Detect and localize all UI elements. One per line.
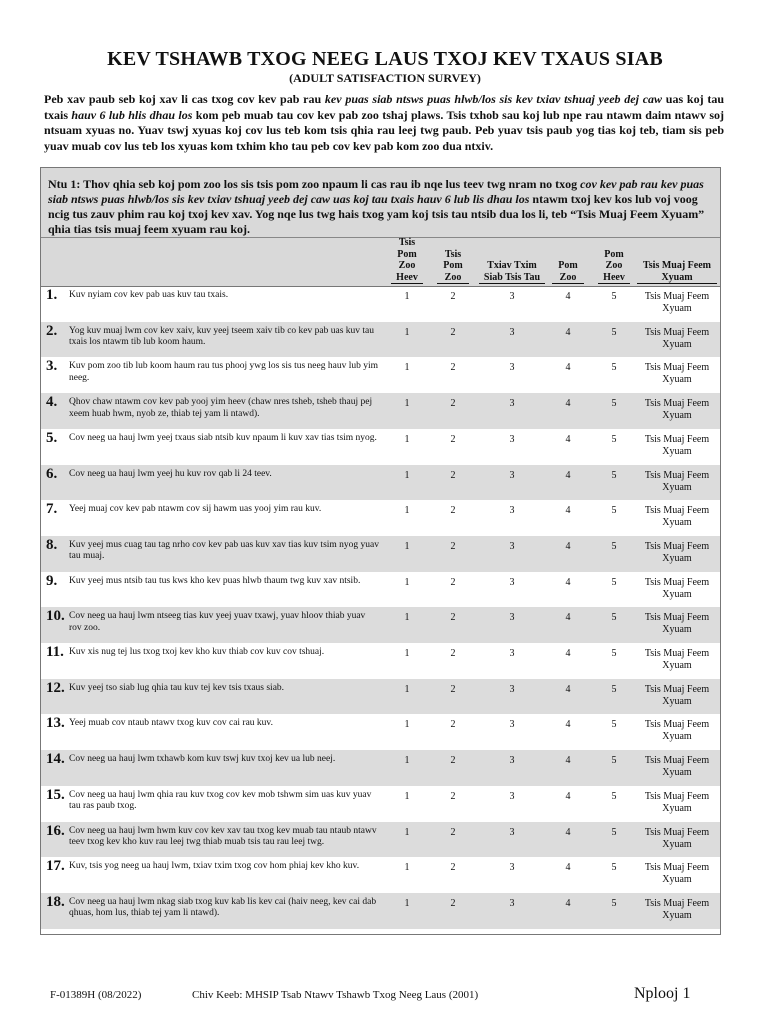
rating-option-3[interactable]: 3 <box>509 826 515 838</box>
rating-option-not-applicable[interactable]: Tsis Muaj Feem Xyuam <box>644 719 710 743</box>
rating-option-2[interactable]: 2 <box>450 398 456 410</box>
table-row <box>41 536 720 572</box>
rating-option-5[interactable]: 5 <box>611 469 617 481</box>
rating-option-4[interactable]: 4 <box>565 683 571 695</box>
rating-option-not-applicable[interactable]: Tsis Muaj Feem Xyuam <box>644 505 710 529</box>
rating-option-3[interactable]: 3 <box>509 862 515 874</box>
rating-option-not-applicable[interactable]: Tsis Muaj Feem Xyuam <box>644 540 710 564</box>
rating-option-3[interactable]: 3 <box>509 683 515 695</box>
rating-option-1[interactable]: 1 <box>404 576 410 588</box>
rating-option-5[interactable]: 5 <box>611 897 617 909</box>
rating-option-1[interactable]: 1 <box>404 683 410 695</box>
rating-option-2[interactable]: 2 <box>450 576 456 588</box>
rating-option-not-applicable[interactable]: Tsis Muaj Feem Xyuam <box>644 326 710 350</box>
rating-option-1[interactable]: 1 <box>404 790 410 802</box>
rating-option-2[interactable]: 2 <box>450 826 456 838</box>
instructions-text-1: Ntu 1: Thov qhia seb koj pom zoo los sis tsis pom zoo npaum li cas rau ib nqe lus teev twg nram no txog <box>48 177 581 191</box>
form-number: F-01389H (08/2022) <box>50 989 142 1001</box>
rating-option-not-applicable[interactable]: Tsis Muaj Feem Xyuam <box>644 612 710 636</box>
rating-option-4[interactable]: 4 <box>565 291 571 302</box>
intro-text-2: uas koj tau txais <box>44 92 725 122</box>
question-number: 13. <box>46 715 65 732</box>
rating-option-not-applicable[interactable]: Tsis Muaj Feem Xyuam <box>644 433 710 457</box>
question-text: Kuv yeej mus cuag tau tag nrho cov kev pab uas kuv xav tias kuv tsim nyog yuav tau muaj. <box>69 539 380 562</box>
rating-option-2[interactable]: 2 <box>450 469 456 481</box>
rating-option-2[interactable]: 2 <box>450 326 456 338</box>
rating-option-2[interactable]: 2 <box>450 433 456 445</box>
section-instructions <box>41 168 720 238</box>
rating-option-3[interactable]: 3 <box>509 291 515 302</box>
rating-option-1[interactable]: 1 <box>404 862 410 874</box>
question-number: 14. <box>46 751 65 768</box>
table-row <box>41 393 720 429</box>
rating-option-not-applicable[interactable]: Tsis Muaj Feem Xyuam <box>644 469 710 493</box>
rating-option-1[interactable]: 1 <box>404 505 410 517</box>
rating-option-2[interactable]: 2 <box>450 862 456 874</box>
question-text: Qhov chaw ntawm cov kev pab yooj yim heev (chaw nres tsheb, tsheb thauj pej xeem huab hwm, nyob ze, thiab tej yam li ntawd). <box>69 397 373 419</box>
question-number: 9. <box>46 572 58 589</box>
rating-option-3[interactable]: 3 <box>509 576 515 588</box>
instructions-italic: cov kev pab rau kev puas siab ntsws puas hlwb/los sis kev txiav tshuaj yeeb dej caw uas koj tau txais hauv 6 lub lis dhau los <box>48 177 704 206</box>
rating-option-not-applicable[interactable]: Tsis Muaj Feem Xyuam <box>644 648 710 671</box>
rating-option-2[interactable]: 2 <box>450 648 456 659</box>
rating-option-3[interactable]: 3 <box>509 755 515 767</box>
rating-option-not-applicable[interactable]: Tsis Muaj Feem Xyuam <box>644 790 710 814</box>
question-number: 8. <box>46 536 58 553</box>
rating-option-4[interactable]: 4 <box>565 790 571 802</box>
rating-option-4[interactable]: 4 <box>565 826 571 838</box>
rating-option-3[interactable]: 3 <box>509 326 515 338</box>
question-number: 6. <box>46 465 58 482</box>
question-number: 7. <box>46 501 58 518</box>
table-row <box>41 822 720 858</box>
table-row <box>41 429 720 465</box>
rating-option-4[interactable]: 4 <box>565 719 571 731</box>
table-row <box>41 465 720 501</box>
column-header-disagree: Tsis Pom Zoo <box>437 238 469 286</box>
question-text: Cov neeg ua hauj lwm ntseeg tias kuv yeej yuav txawj, yuav hloov thiab yuav rov zoo. <box>69 611 366 633</box>
question-text: Cov neeg ua hauj lwm hwm kuv cov kev xav tau txog kev muab tau ntaub ntawv teev txog kev kho kuv rau leej twg thiab muab tsis tau rau leej twg. <box>69 825 377 847</box>
rating-option-4[interactable]: 4 <box>565 540 571 552</box>
rating-option-1[interactable]: 1 <box>404 540 410 552</box>
column-header-strongly-disagree: Tsis Pom Zoo Heev <box>391 238 423 286</box>
rating-option-2[interactable]: 2 <box>450 719 456 731</box>
question-number: 16. <box>46 822 65 839</box>
rating-option-4[interactable]: 4 <box>565 862 571 874</box>
rating-option-not-applicable[interactable]: Tsis Muaj Feem Xyuam <box>644 683 710 707</box>
question-text: Cov neeg ua hauj lwm nkag siab txog kuv kab lis kev cai (haiv neeg, kev cai dab qhuas, hom lus, thiab tej yam li ntawd). <box>69 896 377 919</box>
question-text: Cov neeg ua hauj lwm qhia rau kuv txog cov kev mob tshwm sim uas kuv yuav tau ras paub txog. <box>69 789 372 812</box>
question-text: Yeej muaj cov kev pab ntawm cov sij hawm uas yooj yim rau kuv. <box>69 504 322 515</box>
rating-option-3[interactable]: 3 <box>509 398 515 410</box>
rating-option-4[interactable]: 4 <box>565 755 571 767</box>
rating-option-4[interactable]: 4 <box>565 576 571 588</box>
page-number: Nplooj 1 <box>634 985 691 1002</box>
question-number: 1. <box>46 287 58 303</box>
rating-option-4[interactable]: 4 <box>565 469 571 481</box>
question-text: Cov neeg ua hauj lwm txhawb kom kuv tswj kuv txoj kev ua lub neej. <box>69 754 336 765</box>
table-row <box>41 679 720 715</box>
rating-option-4[interactable]: 4 <box>565 398 571 410</box>
table-row <box>41 322 720 358</box>
table-row <box>41 893 720 929</box>
survey-table <box>40 167 721 935</box>
intro-italic-1: kev puas siab ntsws puas hlwb/los sis kev txiav tshuaj yeeb dej caw <box>324 92 663 106</box>
rating-option-5[interactable]: 5 <box>611 648 617 659</box>
question-number: 18. <box>46 893 65 910</box>
rating-option-1[interactable]: 1 <box>404 612 410 624</box>
rating-option-5[interactable]: 5 <box>611 755 617 767</box>
rating-option-5[interactable]: 5 <box>611 291 617 302</box>
rating-option-1[interactable]: 1 <box>404 755 410 767</box>
rating-option-2[interactable]: 2 <box>450 612 456 624</box>
rating-option-1[interactable]: 1 <box>404 897 410 909</box>
intro-italic-2: hauv 6 lub hlis dhau los <box>71 107 193 122</box>
question-number: 12. <box>46 679 65 696</box>
table-row <box>41 750 720 786</box>
rating-option-5[interactable]: 5 <box>611 826 617 838</box>
rating-option-5[interactable]: 5 <box>611 862 617 874</box>
table-row <box>41 786 720 822</box>
rating-option-not-applicable[interactable]: Tsis Muaj Feem Xyuam <box>644 897 710 921</box>
table-row <box>41 714 720 750</box>
rating-option-4[interactable]: 4 <box>565 612 571 624</box>
rating-option-1[interactable]: 1 <box>404 326 410 338</box>
rating-option-3[interactable]: 3 <box>509 612 515 624</box>
rating-option-3[interactable]: 3 <box>509 540 515 552</box>
rating-option-3[interactable]: 3 <box>509 362 515 374</box>
rating-option-not-applicable[interactable]: Tsis Muaj Feem Xyuam <box>644 826 710 850</box>
rating-option-1[interactable]: 1 <box>404 398 410 410</box>
rating-option-2[interactable]: 2 <box>450 540 456 552</box>
rating-option-4[interactable]: 4 <box>565 505 571 517</box>
rating-option-5[interactable]: 5 <box>611 362 617 374</box>
rating-option-1[interactable]: 1 <box>404 291 410 302</box>
rating-option-1[interactable]: 1 <box>404 648 410 659</box>
intro-paragraph <box>44 92 724 154</box>
question-text: Kuv, tsis yog neeg ua hauj lwm, txiav txim txog cov hom phiaj kev kho kuv. <box>69 861 360 872</box>
rating-option-3[interactable]: 3 <box>509 433 515 445</box>
rating-option-not-applicable[interactable]: Tsis Muaj Feem Xyuam <box>644 291 710 314</box>
rating-option-3[interactable]: 3 <box>509 505 515 517</box>
question-text: Kuv xis nug tej lus txog txoj kev kho kuv thiab cov kuv cov tshuaj. <box>69 647 325 657</box>
rating-option-not-applicable[interactable]: Tsis Muaj Feem Xyuam <box>644 398 710 422</box>
question-number: 10. <box>46 608 65 625</box>
question-text: Kuv nyiam cov kev pab uas kuv tau txais. <box>69 290 229 300</box>
question-number: 3. <box>46 358 58 375</box>
rating-option-2[interactable]: 2 <box>450 897 456 909</box>
question-number: 2. <box>46 322 58 339</box>
rating-option-not-applicable[interactable]: Tsis Muaj Feem Xyuam <box>644 576 710 600</box>
question-number: 11. <box>46 644 64 660</box>
intro-text-1: Peb xav paub seb koj xav li cas txog cov kev pab rau <box>44 92 325 106</box>
rating-option-3[interactable]: 3 <box>509 719 515 731</box>
column-header-row <box>41 238 720 287</box>
rating-option-5[interactable]: 5 <box>611 612 617 624</box>
rating-option-5[interactable]: 5 <box>611 433 617 445</box>
column-header-not-applicable: Tsis Muaj Feem Xyuam <box>637 238 717 286</box>
question-number: 15. <box>46 786 65 803</box>
rating-option-not-applicable[interactable]: Tsis Muaj Feem Xyuam <box>644 362 710 386</box>
rating-option-2[interactable]: 2 <box>450 790 456 802</box>
question-text: Kuv pom zoo tib lub koom haum rau tus phooj ywg los sis tus neeg hauv lub yim neeg. <box>69 361 378 383</box>
question-text: Cov neeg ua hauj lwm yeej txaus siab ntsib kuv npaum li kuv xav tias tsim nyog. <box>69 432 377 443</box>
rating-option-2[interactable]: 2 <box>450 362 456 374</box>
column-header-agree: Pom Zoo <box>552 238 584 286</box>
question-number: 5. <box>46 429 58 446</box>
rating-option-1[interactable]: 1 <box>404 433 410 445</box>
table-row <box>41 607 720 643</box>
question-number: 4. <box>46 394 58 411</box>
rating-option-not-applicable[interactable]: Tsis Muaj Feem Xyuam <box>644 755 710 779</box>
rating-option-3[interactable]: 3 <box>509 790 515 802</box>
question-text: Cov neeg ua hauj lwm yeej hu kuv rov qab li 24 teev. <box>69 468 272 479</box>
rating-option-5[interactable]: 5 <box>611 790 617 802</box>
rating-option-not-applicable[interactable]: Tsis Muaj Feem Xyuam <box>644 862 710 886</box>
rating-option-1[interactable]: 1 <box>404 362 410 374</box>
rating-option-5[interactable]: 5 <box>611 326 617 338</box>
rating-option-3[interactable]: 3 <box>509 897 515 909</box>
rating-option-4[interactable]: 4 <box>565 362 571 374</box>
rating-option-5[interactable]: 5 <box>611 398 617 410</box>
question-number: 17. <box>46 858 65 875</box>
table-row <box>41 286 720 322</box>
rating-option-5[interactable]: 5 <box>611 540 617 552</box>
rating-option-2[interactable]: 2 <box>450 755 456 767</box>
question-text: Yeej muab cov ntaub ntawv txog kuv cov cai rau kuv. <box>69 718 273 729</box>
column-header-undecided: Txiav Txim Siab Tsis Tau <box>479 238 545 286</box>
question-text: Kuv yeej mus ntsib tau tus kws kho kev puas hlwb thaum twg kuv xav ntsib. <box>69 575 361 586</box>
table-row <box>41 857 720 893</box>
rating-option-1[interactable]: 1 <box>404 826 410 838</box>
rating-option-1[interactable]: 1 <box>404 469 410 481</box>
rating-option-4[interactable]: 4 <box>565 897 571 909</box>
source-note: Chiv Keeb: MHSIP Tsab Ntawv Tshawb Txog Neeg Laus (2001) <box>192 989 479 1001</box>
rating-option-2[interactable]: 2 <box>450 683 456 695</box>
rating-option-1[interactable]: 1 <box>404 719 410 731</box>
rating-option-4[interactable]: 4 <box>565 433 571 445</box>
column-header-strongly-agree: Pom Zoo Heev <box>598 238 630 286</box>
rating-option-3[interactable]: 3 <box>509 648 515 659</box>
rating-option-2[interactable]: 2 <box>450 291 456 302</box>
instructions-text-2: ntawm txoj kev kos lub voj voog ncig tus zauv phim rau koj txoj kev xav. Yog nqe lus twg hais txog yam koj tsis tau ntsib dua los li, teb “Tsis Muaj Feem Xyuam” qhia tias tsis muaj feem xyuam rau koj. <box>48 192 705 236</box>
rating-option-4[interactable]: 4 <box>565 648 571 659</box>
question-text: Yog kuv muaj lwm cov kev xaiv, kuv yeej tseem xaiv tib co kev pab uas kuv tau txais los ntawm tib lub koom haum. <box>69 325 375 348</box>
table-row <box>41 500 720 536</box>
table-row <box>41 643 720 679</box>
rating-option-2[interactable]: 2 <box>450 505 456 517</box>
table-row <box>41 572 720 608</box>
intro-text-3: kom peb muab tau cov kev pab zoo tshaj plaws. Tsis txhob sau koj lub npe rau ntawm daim ntawv soj ntsuam xyuas no. Yuav tswj xyuas koj cov lus teb kom tsis qhia rau leej twg paub. Peb yuav tsis paub yog tias koj teb, tiam sis peb yuav muab cov lus teb los xyuas kom txhim kho tau peb cov kev pab kom zoo dua ntxiv. <box>44 107 725 153</box>
rating-option-4[interactable]: 4 <box>565 326 571 338</box>
table-row <box>41 357 720 393</box>
rating-option-3[interactable]: 3 <box>509 469 515 481</box>
rating-option-5[interactable]: 5 <box>611 576 617 588</box>
page-subtitle: (ADULT SATISFACTION SURVEY) <box>289 71 481 85</box>
rating-option-5[interactable]: 5 <box>611 505 617 517</box>
rating-option-5[interactable]: 5 <box>611 719 617 731</box>
page-title: KEV TSHAWB TXOG NEEG LAUS TXOJ KEV TXAUS SIAB <box>107 48 663 70</box>
rating-option-5[interactable]: 5 <box>611 683 617 695</box>
question-text: Kuv yeej tso siab lug qhia tau kuv tej kev tsis txaus siab. <box>69 682 285 693</box>
